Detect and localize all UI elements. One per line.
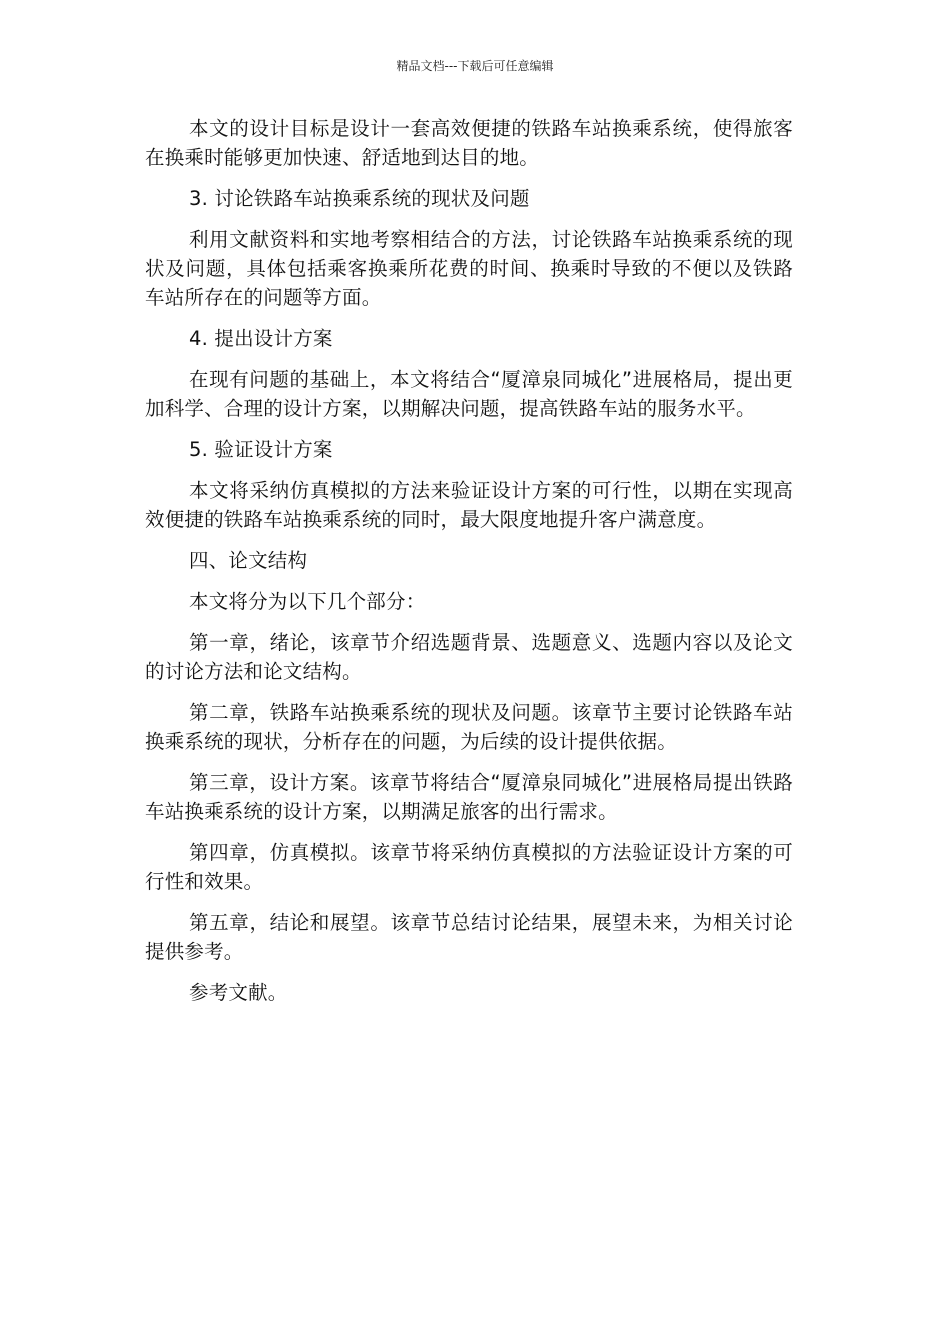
paragraph-references: 参考文献。 [189,981,288,1004]
paragraph-structure-intro: 本文将分为以下几个部分： [189,590,426,613]
heading-discuss-status: 3. 讨论铁路车站换乘系统的现状及问题 [189,187,530,210]
paragraph-chapter-2: 第二章，铁路车站换乘系统的现状及问题。该章节主要讨论铁路车站换乘系统的现状，分析存在的问题，为后续的设计提供依据。 [145,701,793,753]
paragraph-propose-design: 在现有问题的基础上，本文将结合“厦漳泉同城化”进展格局，提出更加科学、合理的设计方案，以期解决问题，提高铁路车站的服务水平。 [145,368,793,420]
heading-verify-design: 5. 验证设计方案 [189,438,333,461]
paragraph-chapter-5: 第五章，结论和展望。该章节总结讨论结果，展望未来，为相关讨论提供参考。 [145,911,793,963]
paragraph-chapter-3: 第三章，设计方案。该章节将结合“厦漳泉同城化”进展格局提出铁路车站换乘系统的设计方案，以期满足旅客的出行需求。 [145,771,793,823]
heading-propose-design: 4. 提出设计方案 [189,327,333,350]
paragraph-discuss-status: 利用文献资料和实地考察相结合的方法，讨论铁路车站换乘系统的现状及问题，具体包括乘客换乘所花费的时间、换乘时导致的不便以及铁路车站所存在的问题等方面。 [145,228,793,309]
paragraph-chapter-1: 第一章，绪论，该章节介绍选题背景、选题意义、选题内容以及论文的讨论方法和论文结构。 [145,631,793,683]
paragraph-verify-design: 本文将采纳仿真模拟的方法来验证设计方案的可行性，以期在实现高效便捷的铁路车站换乘系统的同时，最大限度地提升客户满意度。 [145,479,793,531]
page-header: 精品文档---下载后可任意编辑 [396,59,554,73]
paragraph-design-goal: 本文的设计目标是设计一套高效便捷的铁路车站换乘系统，使得旅客在换乘时能够更加快速、舒适地到达目的地。 [145,117,793,169]
paragraph-chapter-4: 第四章，仿真模拟。该章节将采纳仿真模拟的方法验证设计方案的可行性和效果。 [145,841,793,893]
document-body [145,114,793,1019]
heading-thesis-structure: 四、论文结构 [189,549,308,572]
